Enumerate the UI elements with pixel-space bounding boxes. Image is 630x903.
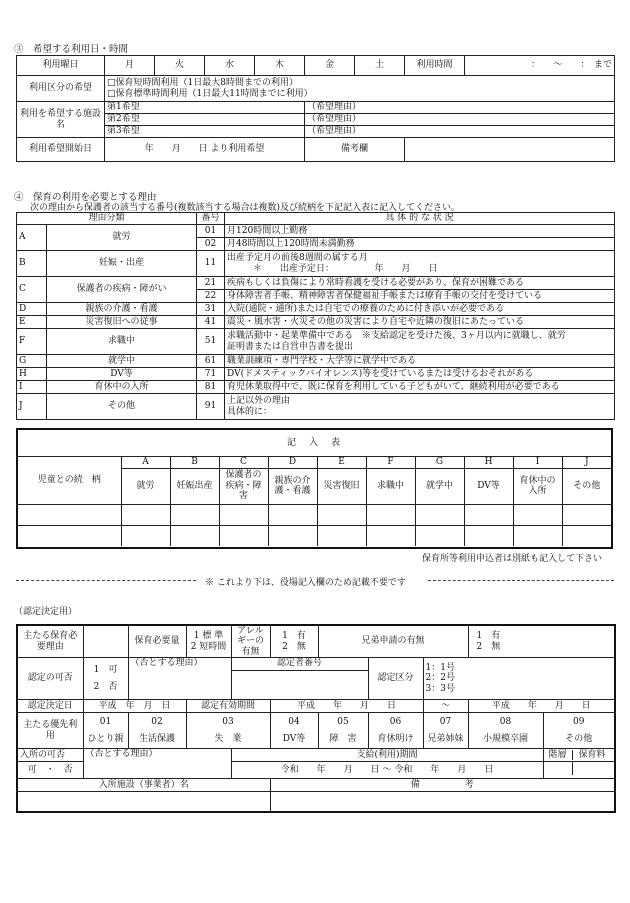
entry-cell[interactable]: [170, 504, 219, 525]
valid-to[interactable]: 平成 年 月 日: [468, 700, 615, 713]
hdr-category: 理由分類: [17, 213, 197, 225]
divider-text: ※ これより下は、役場記入欄のため記載不要です: [205, 578, 406, 588]
facility-name-label: 入所施設（事業者）名: [17, 779, 270, 792]
reason-table: [16, 212, 615, 420]
entry-cell[interactable]: [121, 504, 170, 525]
row-detail: 入院(通院・通所)または自宅での療養のために付き添いが必要である: [225, 303, 615, 316]
section4-title: ④ 保育の利用を必要とする理由: [14, 192, 157, 203]
entry-table: [18, 430, 611, 546]
kubun-short[interactable]: □保育短時間利用（1日最大8時間までの利用）: [107, 78, 298, 89]
reason-1[interactable]: （希望理由）: [305, 102, 615, 114]
valid-from[interactable]: 平成 年 月 日: [270, 700, 423, 713]
approval-no[interactable]: 2 否: [93, 681, 118, 692]
priority-welfare[interactable]: 生活保護: [138, 733, 175, 744]
col-label-i: 育休中の入所: [513, 468, 562, 504]
col-label-d: 親族の介護・看護: [268, 468, 317, 504]
section3-title: ③ 希望する利用日・時間: [14, 44, 129, 55]
reject-reason[interactable]: （否とする理由）: [128, 658, 231, 700]
row-detail-cont: 証明書または自営申告書を提出: [227, 341, 354, 352]
row-category: 妊娠・出産: [47, 251, 197, 277]
time-value[interactable]: ： 〜 ： まで: [465, 56, 615, 76]
col-letter-j: J: [562, 456, 611, 468]
row-code: B: [17, 251, 47, 277]
hours-label: 保育必要量: [128, 625, 186, 658]
divider-right: [428, 580, 614, 581]
admission-reject-reason[interactable]: （否とする理由）: [83, 749, 231, 779]
entry-cell[interactable]: [415, 525, 464, 546]
time-label: 利用時間: [405, 56, 465, 76]
priority-no: 03: [222, 717, 234, 728]
valid-tilde: 〜: [423, 700, 468, 713]
choice-1[interactable]: 第1希望: [105, 102, 305, 114]
tier-label: 階層: [544, 750, 573, 760]
row-code: I: [17, 381, 47, 394]
entry-cell[interactable]: [18, 504, 121, 525]
col-label-a: 就労: [121, 468, 170, 504]
day-mon[interactable]: 月: [105, 56, 155, 76]
row-category: その他: [47, 394, 197, 420]
entry-cell[interactable]: [366, 525, 415, 546]
row-category: 親族の介護・看護: [47, 303, 197, 316]
section5-title: （認定決定用）: [14, 607, 78, 617]
row-number: 61: [197, 355, 225, 368]
biko-field[interactable]: [405, 138, 615, 162]
entry-cell[interactable]: [513, 504, 562, 525]
row-detail: 震災・風水害・火災その他の災害により自宅や近隣の復旧にあたっている: [225, 316, 615, 329]
tier-field[interactable]: [544, 762, 573, 775]
supply-period[interactable]: 令和 年 月 日 〜 令和 年 月 日: [231, 762, 543, 779]
row-code: C: [17, 277, 47, 303]
row-detail: 出産予定月の前後8週間の属する月: [227, 253, 368, 264]
priority-siblings[interactable]: 兄弟姉妹: [427, 733, 464, 744]
main-reason-label: 主たる保育必要理由: [17, 625, 83, 658]
reason-3[interactable]: （希望理由）: [305, 126, 615, 138]
approval-label: 認定の可否: [17, 658, 83, 700]
supply-period-label: 支給(利用)期間: [231, 749, 543, 762]
entry-cell[interactable]: [513, 525, 562, 546]
entry-row: [18, 525, 611, 546]
row-number: 22: [197, 290, 225, 303]
choice-3[interactable]: 第3希望: [105, 126, 305, 138]
entry-cell[interactable]: [268, 504, 317, 525]
entry-cell[interactable]: [268, 525, 317, 546]
entry-cell[interactable]: [464, 504, 513, 525]
priority-small-grad[interactable]: 小規模卒園: [482, 733, 528, 744]
priority-no: 05: [337, 717, 349, 728]
priority-no: 04: [288, 717, 300, 728]
row-code: A: [17, 225, 47, 251]
row-category: 就労: [47, 225, 197, 251]
col-label-f: 求職中: [366, 468, 415, 504]
day-wed[interactable]: 水: [205, 56, 255, 76]
row-code: J: [17, 394, 47, 420]
row-detail: 月48時間以上120時間未満勤務: [225, 238, 615, 251]
row-detail: DV(ドメスティックバイオレンス)等を受けているまたは受けるおそれがある: [225, 368, 615, 381]
day-tue[interactable]: 火: [155, 56, 205, 76]
start-value[interactable]: 年 月 日 より利用希望: [105, 138, 305, 162]
decision-table: [16, 624, 616, 813]
divider-left: [16, 580, 196, 581]
row-detail: 育児休業取得中で、既に保育を利用している子どもがいて、継続利用が必要である: [225, 381, 615, 394]
entry-cell[interactable]: [121, 525, 170, 546]
entry-cell[interactable]: [415, 504, 464, 525]
priority-no: 06: [389, 717, 402, 728]
priority-label: 主たる優先利 用: [17, 713, 83, 749]
col-letter-f: F: [366, 456, 415, 468]
certificate-number-label: 認定者番号: [232, 658, 368, 671]
row-number: 21: [197, 277, 225, 290]
entry-cell[interactable]: [366, 504, 415, 525]
section4-instruction: 次の理由から保護者の該当する番号(複数該当する場合は複数)及び続柄を下記記入表に記入してください。: [30, 203, 461, 213]
kubun-label: 利用区分の希望: [17, 76, 105, 102]
priority-no: 01: [99, 717, 112, 728]
row-category: 育休中の入所: [47, 381, 197, 394]
relation-label: 児童との続 柄: [18, 456, 121, 504]
row-detail: 疾病もしくは負傷により常時看護を受ける必要があり、保育が困難である: [225, 277, 615, 290]
biko-label: 備考欄: [305, 138, 405, 162]
allergy-no[interactable]: 2 無: [282, 641, 306, 652]
row-code: F: [17, 329, 47, 355]
admission-yes-no[interactable]: 可 ・ 否: [17, 762, 83, 779]
col-letter-e: E: [317, 456, 366, 468]
row-category: 災害復旧への従事: [47, 316, 197, 329]
priority-unemployed[interactable]: 失 業: [214, 733, 242, 744]
col-label-c: 保護者の疾病・障害: [219, 468, 268, 504]
col-letter-c: C: [219, 456, 268, 468]
hours-standard[interactable]: 1 標 準: [193, 631, 224, 642]
category-2[interactable]: 2：2号: [425, 673, 455, 684]
row-detail: 求職活動中・起業準備中である ※支給認定を受けた後、3ヶ月以内に就職し、就労: [227, 331, 566, 342]
entry-cell[interactable]: [18, 525, 121, 546]
col-letter-d: D: [268, 456, 317, 468]
row-detail: 月120時間以上勤務: [225, 225, 615, 238]
priority-single-parent[interactable]: ひとり親: [87, 733, 124, 744]
row-number: 41: [197, 316, 225, 329]
entry-cell[interactable]: [170, 525, 219, 546]
kubun-standard[interactable]: □保育標準時間利用（1日最大11時間までに利用）: [107, 88, 313, 99]
valid-period-label: 認定有効期間: [186, 700, 270, 713]
allergy-label: アレルギーの有無: [231, 625, 270, 658]
row-number: 81: [197, 381, 225, 394]
priority-no: 08: [499, 717, 512, 728]
category-label: 認定区分: [368, 658, 423, 700]
decision-date-label: 認定決定日: [17, 700, 83, 713]
col-label-e: 災害復旧: [317, 468, 366, 504]
due-date-line[interactable]: ＊ 出産予定日： 年 月 日: [253, 263, 438, 274]
priority-other[interactable]: その他: [565, 733, 593, 744]
col-label-h: DV等: [464, 468, 513, 504]
main-reason-field[interactable]: [83, 625, 128, 658]
row-code: D: [17, 303, 47, 316]
fee-label: 保育料: [578, 749, 606, 760]
day-fri[interactable]: 金: [305, 56, 355, 76]
row-number: 91: [197, 394, 225, 420]
row-code: H: [17, 368, 47, 381]
hours-short[interactable]: 2 短時間: [190, 641, 227, 652]
sibling-label: 兄弟申請の有無: [318, 625, 468, 658]
row-category: 保護者の疾病・障がい: [47, 277, 197, 303]
col-letter-i: I: [513, 456, 562, 468]
usage-table: [16, 55, 615, 162]
row-number: 02: [197, 238, 225, 251]
start-label: 利用希望開始日: [17, 138, 105, 162]
entry-cell[interactable]: [562, 525, 611, 546]
row-category: 求職中: [47, 329, 197, 355]
entry-cell[interactable]: [219, 504, 268, 525]
col-label-j: その他: [562, 468, 611, 504]
row-code: G: [17, 355, 47, 368]
col-label-b: 妊娠出産: [170, 468, 219, 504]
sibling-no[interactable]: 2 無: [476, 641, 501, 652]
days-label: 利用曜日: [17, 56, 105, 76]
entry-cell[interactable]: [317, 504, 366, 525]
facility-label: 利用を希望する施設名: [17, 102, 105, 138]
admission-label: 入所の可否: [17, 749, 83, 762]
entry-cell[interactable]: [562, 504, 611, 525]
entry-table-title: 記 入 表: [18, 430, 611, 456]
priority-no: 02: [151, 717, 163, 728]
hdr-number: 番号: [197, 213, 225, 225]
entry-cell[interactable]: [317, 525, 366, 546]
decision-date[interactable]: 平成 年 月 日: [83, 700, 186, 713]
remarks-label: 備 考: [270, 779, 615, 792]
certificate-number-field[interactable]: [232, 671, 368, 699]
category-3[interactable]: 3：3号: [425, 683, 455, 694]
reason-2[interactable]: （希望理由）: [305, 114, 615, 126]
facility-name-field[interactable]: [17, 792, 270, 812]
col-letter-a: A: [121, 456, 170, 468]
choice-2[interactable]: 第2希望: [105, 114, 305, 126]
col-letter-g: G: [415, 456, 464, 468]
row-category: DV等: [47, 368, 197, 381]
row-number: 71: [197, 368, 225, 381]
priority-no: 09: [573, 717, 585, 728]
priority-disability[interactable]: 障 害: [329, 733, 357, 744]
priority-after-leave[interactable]: 育休明け: [377, 733, 414, 744]
col-label-g: 就学中: [415, 468, 464, 504]
col-letter-h: H: [464, 456, 513, 468]
entry-cell[interactable]: [464, 525, 513, 546]
row-category: 就学中: [47, 355, 197, 368]
entry-row: [18, 504, 611, 525]
row-code: E: [17, 316, 47, 329]
category-1[interactable]: 1：1号: [425, 663, 455, 674]
other-specific-field[interactable]: 具体的に：: [227, 406, 273, 417]
entry-cell[interactable]: [219, 525, 268, 546]
row-detail: 身体障害者手帳、精神障害者保健福祉手帳または療育手帳の交付を受けている: [225, 290, 615, 303]
row-detail: 職業訓練項・専門学校・大学等に就学中である: [225, 355, 615, 368]
entry-note: 保育所等利用申込者は別紙も記入して下さい: [421, 554, 602, 564]
row-number: 11: [197, 251, 225, 277]
day-sat[interactable]: 土: [355, 56, 405, 76]
priority-no: 07: [439, 717, 452, 728]
hdr-detail: 具 体 的 な 状 況: [225, 213, 615, 225]
allergy-yes[interactable]: 1 有: [282, 631, 306, 642]
row-number: 51: [197, 329, 225, 355]
row-detail: 上記以外の理由: [227, 396, 291, 407]
approval-yes[interactable]: 1 可: [93, 665, 118, 676]
remarks-field[interactable]: [270, 792, 615, 812]
priority-dv[interactable]: DV等: [282, 733, 306, 744]
col-letter-b: B: [170, 456, 219, 468]
sibling-yes[interactable]: 1 有: [476, 631, 501, 642]
row-number: 31: [197, 303, 225, 316]
row-number: 01: [197, 225, 225, 238]
day-thu[interactable]: 木: [255, 56, 305, 76]
